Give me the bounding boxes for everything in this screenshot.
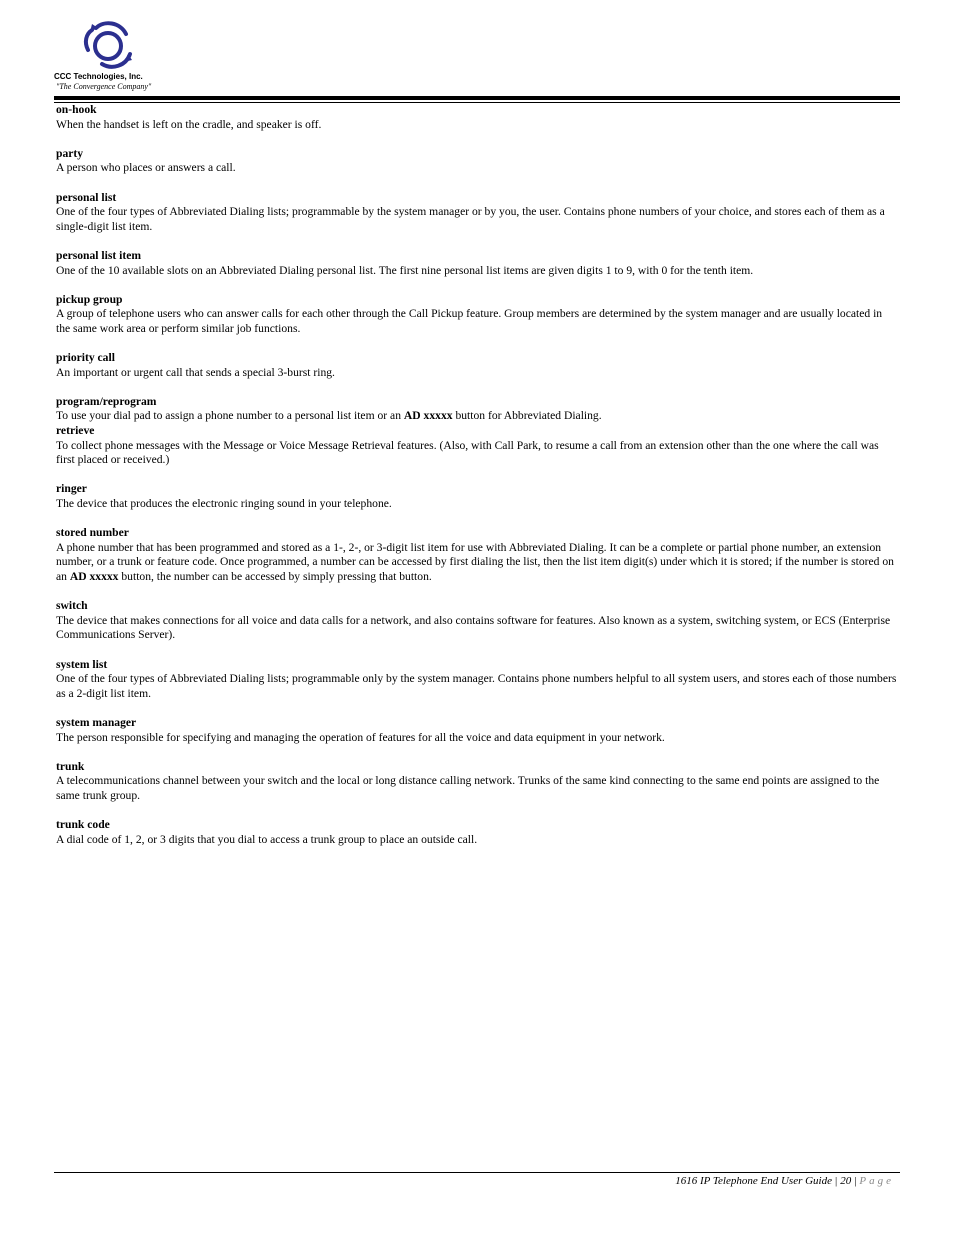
- ad-button-label: AD xxxxx: [69, 570, 119, 583]
- glossary-entry-priority-call: [56, 351, 898, 380]
- glossary-term: personal list: [56, 190, 117, 204]
- glossary-term: ringer: [56, 482, 87, 496]
- company-name: CCC Technologies, Inc.: [54, 72, 143, 81]
- glossary-term: stored number: [56, 526, 129, 540]
- glossary-definition: The person responsible for specifying and managing the operation of features for all the voice and data equipment in your network.: [56, 730, 665, 744]
- definition-text: To use your dial pad to assign a phone number to a personal list item or an: [56, 409, 404, 423]
- glossary-entry-on-hook: [56, 103, 898, 132]
- glossary-term: party: [56, 146, 84, 160]
- glossary-term: on-hook: [56, 103, 97, 116]
- glossary-definition: The device that makes connections for all voice and data calls for a network, and also contains software for features. Also known as a system, switching system, or ECS (Enterprise Communications Server).: [56, 613, 891, 642]
- glossary-term: retrieve: [56, 424, 95, 438]
- glossary-entry-stored-number: [56, 526, 898, 584]
- ad-button-label: AD xxxxx: [403, 409, 453, 423]
- glossary-entry-retrieve: [56, 424, 898, 468]
- glossary-entry-ringer: [56, 482, 898, 511]
- glossary-entry-switch: [56, 599, 898, 643]
- page-number: 20: [840, 1175, 852, 1187]
- page-word: Page: [859, 1175, 894, 1187]
- glossary-definition: [56, 409, 898, 424]
- glossary-definition: The device that produces the electronic ringing sound in your telephone.: [56, 497, 392, 511]
- glossary-definition: One of the four types of Abbreviated Dialing lists; programmable only by the system manager. Contains phone numbers helpful to all system users, and stores each of those numbers as a 2-digit list item.: [56, 672, 897, 700]
- glossary-term: pickup group: [56, 292, 123, 306]
- glossary-entry-pickup-group: [56, 293, 898, 337]
- glossary-entry-program-reprogram: [56, 395, 898, 424]
- glossary-entry-trunk-code: [56, 818, 898, 847]
- glossary-definition: A group of telephone users who can answer calls for each other through the Call Pickup feature. Group members are determined by the system manager and are usually located in the same work area or perform similar job functions.: [56, 307, 883, 335]
- glossary-term: priority call: [56, 351, 115, 365]
- company-tagline: "The Convergence Company": [56, 82, 152, 91]
- company-logo: [54, 20, 164, 94]
- glossary-definition: An important or urgent call that sends a special 3-burst ring.: [56, 365, 335, 379]
- glossary-definition: When the handset is left on the cradle, and speaker is off.: [56, 117, 322, 131]
- glossary-term: switch: [56, 599, 88, 613]
- glossary-definition: One of the four types of Abbreviated Dialing lists; programmable by the system manager or by you, the user. Contains phone numbers of your choice, and stores each of them as a single-digit list item.: [56, 205, 885, 233]
- glossary-term: personal list item: [56, 248, 142, 262]
- definition-text: A phone number that has been programmed and stored as a 1-, 2-, or 3-digit list item for use with Abbreviated Dialing. It can be a complete or partial phone number, an extension number, or a trunk or feature code. Once programmed, a number can be accessed by first dialing the list, then the list item digit(s) under which it is stored; if the number is stored on an: [56, 540, 894, 583]
- glossary-term: trunk code: [56, 818, 110, 832]
- glossary-term: system list: [56, 657, 108, 671]
- definition-text: button, the number can be accessed by simply pressing that button.: [118, 570, 432, 583]
- glossary-entry-personal-list: [56, 191, 898, 235]
- glossary-definition: To collect phone messages with the Message or Voice Message Retrieval features. (Also, with Call Park, to resume a call from an extension other than the one where the call was first placed or received.): [56, 438, 879, 467]
- definition-text: button for Abbreviated Dialing.: [452, 409, 602, 423]
- glossary-entry-system-list: [56, 658, 898, 702]
- footer-separator: |: [834, 1175, 838, 1187]
- footer-rule: [54, 1172, 900, 1173]
- glossary-entry-personal-list-item: [56, 249, 898, 278]
- glossary-list: [56, 103, 898, 862]
- glossary-term: trunk: [56, 759, 85, 773]
- footer-separator: |: [854, 1175, 857, 1187]
- header-rule-thick: [54, 96, 900, 100]
- glossary-entry-system-manager: [56, 716, 898, 745]
- glossary-term: system manager: [56, 715, 137, 729]
- glossary-entry-trunk: [56, 760, 898, 804]
- document-title: 1616 IP Telephone End User Guide: [675, 1175, 832, 1187]
- glossary-definition: A person who places or answers a call.: [56, 161, 236, 175]
- swirl-logo-icon: [80, 20, 136, 72]
- glossary-definition: A telecommunications channel between your switch and the local or long distance calling network. Trunks of the same kind connecting to the same end points are assigned to the same trunk group.: [56, 774, 880, 802]
- glossary-definition: One of the 10 available slots on an Abbreviated Dialing personal list. The first nine personal list items are given digits 1 to 9, with 0 for the tenth item.: [56, 263, 754, 277]
- glossary-entry-party: [56, 147, 898, 176]
- glossary-definition: A dial code of 1, 2, or 3 digits that you dial to access a trunk group to place an outside call.: [56, 832, 478, 846]
- page-footer: [675, 1175, 894, 1187]
- glossary-term: program/reprogram: [56, 394, 157, 408]
- glossary-definition: [56, 541, 898, 585]
